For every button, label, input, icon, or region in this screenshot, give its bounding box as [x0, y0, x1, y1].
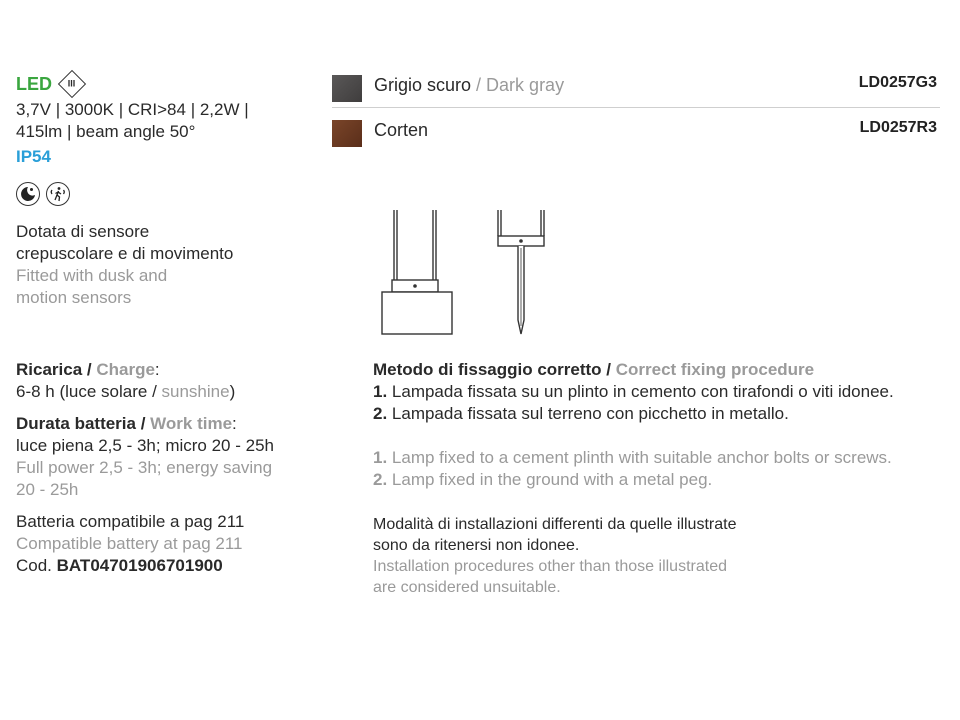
charge-title-sep: /: [82, 360, 97, 379]
variant-row-corten: [332, 117, 940, 152]
battery-title-it: Durata batteria: [16, 414, 136, 433]
fixing-procedure: [373, 359, 894, 425]
step-text: Lampada fissata su un plinto in cemento con tirafondi o viti idonee.: [387, 382, 894, 401]
compat-code: BAT04701906701900: [56, 556, 223, 575]
charge-value-en: sunshine: [161, 382, 230, 401]
compat-code-prefix: Cod.: [16, 556, 57, 575]
compat-en-line: Compatible battery at pag 211: [16, 534, 243, 553]
plinth-installation-drawing: [382, 210, 452, 334]
charge-info: [16, 359, 235, 403]
color-swatch: [332, 75, 362, 102]
ip-rating: IP54: [16, 147, 51, 166]
motion-sensor-icon: [46, 182, 70, 206]
notice-en-line-2: are considered unsuitable.: [373, 579, 561, 596]
battery-en-line-1: Full power 2,5 - 3h; energy saving: [16, 458, 273, 477]
fixing-procedure-en: [373, 447, 892, 491]
battery-time-info: [16, 413, 274, 501]
variant-name-en: Dark gray: [486, 75, 565, 95]
step-text: Lamp fixed in the ground with a metal peg.: [387, 470, 713, 489]
spec-line-1: 3,7V | 3000K | CRI>84 | 2,2W |: [16, 100, 249, 119]
peg-installation-drawing: [498, 210, 544, 334]
fixing-en-step-2: [373, 469, 892, 491]
notice-en-line-1: Installation procedures other than those illustrated: [373, 558, 727, 575]
step-number: 1.: [373, 382, 388, 401]
charge-value-it: 6-8 h (luce solare: [16, 382, 148, 401]
battery-en-line-2: 20 - 25h: [16, 480, 79, 499]
variant-code: LD0257G3: [858, 74, 937, 91]
battery-time-title: [16, 413, 274, 435]
variant-name-it: Corten: [374, 120, 429, 140]
fixing-title-it: Metodo di fissaggio corretto: [373, 360, 602, 379]
fixing-en-step-1: [373, 447, 892, 469]
compatible-battery: [16, 511, 244, 577]
sensor-en-line-1: Fitted with dusk and: [16, 266, 168, 285]
installation-drawings: [376, 208, 556, 340]
dusk-sensor-icon: [16, 182, 40, 206]
led-label: LED: [16, 73, 52, 94]
sensor-it-line-2: crepuscolare e di movimento: [16, 244, 234, 263]
battery-title-sep: /: [135, 414, 151, 433]
sensor-it-line-1: Dotata di sensore: [16, 222, 150, 241]
class-iii-icon: [58, 70, 86, 98]
compat-it-line: Batteria compatibile a pag 211: [16, 512, 245, 531]
led-header: [16, 72, 82, 96]
variant-label: [374, 73, 564, 97]
charge-title-colon: :: [154, 360, 160, 379]
step-number: 2.: [373, 404, 388, 423]
step-text: Lampada fissata sul terreno con picchetto in metallo.: [387, 404, 789, 423]
charge-title-en: Charge: [96, 360, 155, 379]
variant-code: LD0257R3: [859, 119, 937, 136]
compat-code-line: [16, 555, 244, 577]
variant-sep: /: [471, 75, 487, 95]
fixing-it-step-1: [373, 381, 894, 403]
battery-it-line: luce piena 2,5 - 3h; micro 20 - 25h: [16, 436, 274, 455]
fixing-it-step-2: [373, 403, 894, 425]
variant-label: [374, 118, 428, 142]
spec-line-2: 415lm | beam angle 50°: [16, 122, 196, 141]
led-specs: [16, 99, 249, 143]
step-number: 2.: [373, 470, 388, 489]
charge-title-it: Ricarica: [16, 360, 83, 379]
installation-notice: [373, 514, 736, 598]
sensor-en-line-2: motion sensors: [16, 288, 132, 307]
charge-value: [16, 381, 235, 403]
fixing-title: [373, 359, 894, 381]
battery-title-en: Work time: [150, 414, 233, 433]
color-swatch: [332, 120, 362, 147]
variant-row-dark-gray: [332, 72, 940, 108]
charge-title: [16, 359, 235, 381]
sensor-description: [16, 221, 233, 309]
notice-it-line-1: Modalità di installazioni differenti da quelle illustrate: [373, 516, 737, 533]
variant-name-it: Grigio scuro: [374, 75, 472, 95]
charge-value-close: ): [229, 382, 236, 401]
charge-value-sep: /: [147, 382, 162, 401]
fixing-title-sep: /: [601, 360, 616, 379]
sensor-icons: [16, 182, 70, 206]
step-number: 1.: [373, 448, 388, 467]
step-text: Lamp fixed to a cement plinth with suitable anchor bolts or screws.: [387, 448, 892, 467]
class-symbol: III: [68, 78, 76, 89]
battery-title-colon: :: [232, 414, 237, 433]
notice-it-line-2: sono da ritenersi non idonee.: [373, 537, 580, 554]
fixing-title-en: Correct fixing procedure: [615, 360, 815, 379]
